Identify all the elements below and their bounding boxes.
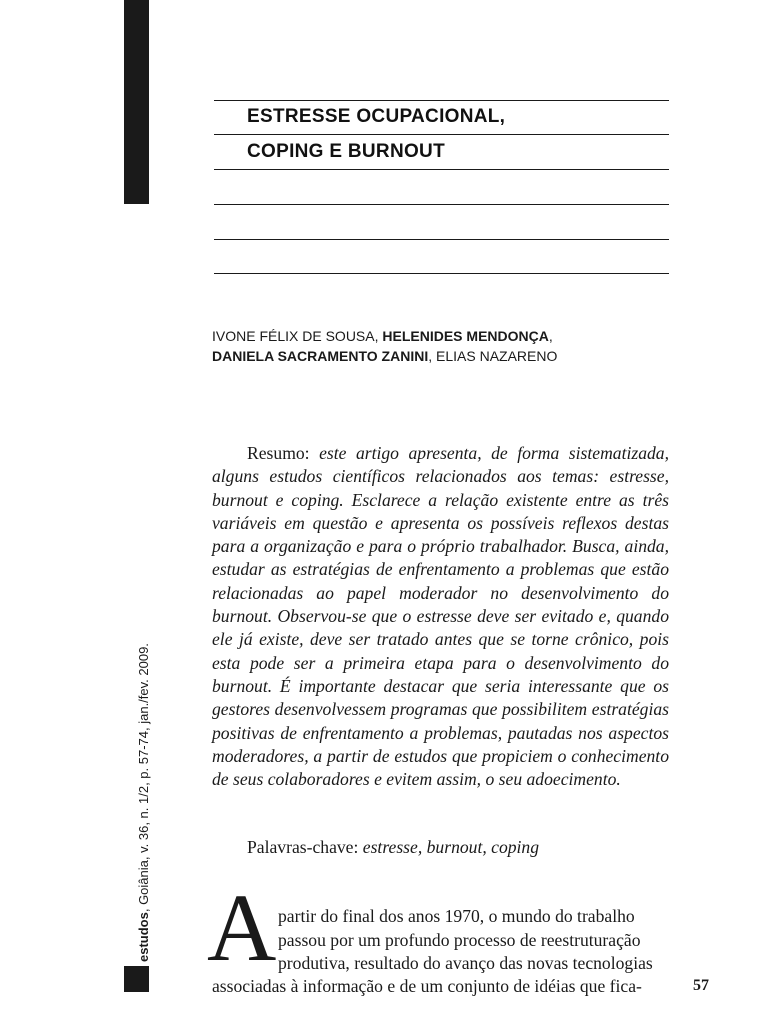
abstract bbox=[212, 442, 669, 791]
body-text-line: associadas à informação e de um conjunto de idéias que fica- bbox=[212, 976, 642, 996]
article-title-line-2: COPING E BURNOUT bbox=[247, 141, 445, 162]
keywords-label: Palavras-chave: bbox=[247, 837, 363, 857]
title-rule-5 bbox=[214, 239, 669, 240]
body-text-line: passou por um profundo processo de reestruturação bbox=[278, 930, 641, 950]
author-separator: , bbox=[548, 328, 553, 344]
title-rule-2 bbox=[214, 134, 669, 135]
author-list bbox=[212, 326, 557, 366]
abstract-label: Resumo: bbox=[247, 443, 320, 463]
author-name: , ELIAS NAZARENO bbox=[428, 348, 558, 364]
citation-details: , Goiânia, v. 36, n. 1/2, p. 57-74, jan./fev. 2009. bbox=[136, 643, 151, 913]
keywords-value: estresse, burnout, coping bbox=[362, 837, 540, 857]
title-rule-3 bbox=[214, 169, 669, 170]
title-rule-6 bbox=[214, 273, 669, 274]
title-rule-1 bbox=[214, 100, 669, 101]
body-text-line: partir do final dos anos 1970, o mundo do trabalho bbox=[278, 906, 635, 926]
page-number: 57 bbox=[693, 977, 709, 994]
author-name-bold: DANIELA SACRAMENTO ZANINI bbox=[212, 348, 429, 364]
body-text-line: produtiva, resultado do avanço das novas tecnologias bbox=[278, 953, 653, 973]
abstract-text: este artigo apresenta, de forma sistematizada, alguns estudos científicos relacionados aos temas: estresse, burnout e coping. Esclarece a relação existente entre as três variáveis em questão e apresenta os possíveis reflexos destas para a organização e para o próprio trabalhador. Busca, ainda, estudar as estratégias de enfrentamento a problemas que estão relacionadas ao papel moderador no desenvolvimento do burnout. Observou-se que o estresse deve ser evitado e, quando ele já existe, deve ser tratado antes que se torne crônico, pois esta pode ser a primeira etapa para o desenvolvimento do burnout. É importante destacar que seria interessante que os gestores desenvolvessem programas que possibilitem estratégias positivas de enfrentamento a problemas, pautadas nos aspectos moderadores, a partir de estudos que propiciem o conhecimento de seus colaboradores e evitem assim, o seu adoecimento. bbox=[212, 443, 669, 790]
author-name-bold: HELENIDES MENDONÇA bbox=[382, 328, 549, 344]
article-title-line-1: ESTRESSE OCUPACIONAL, bbox=[247, 106, 506, 127]
journal-name: estudos bbox=[136, 912, 151, 962]
title-rule-4 bbox=[214, 204, 669, 205]
keywords bbox=[247, 836, 539, 859]
drop-cap: A bbox=[207, 874, 277, 981]
author-name: IVONE FÉLIX DE SOUSA, bbox=[212, 328, 383, 344]
decorative-bar-bottom bbox=[124, 966, 149, 992]
journal-citation bbox=[136, 643, 151, 962]
decorative-bar-top bbox=[124, 0, 149, 204]
